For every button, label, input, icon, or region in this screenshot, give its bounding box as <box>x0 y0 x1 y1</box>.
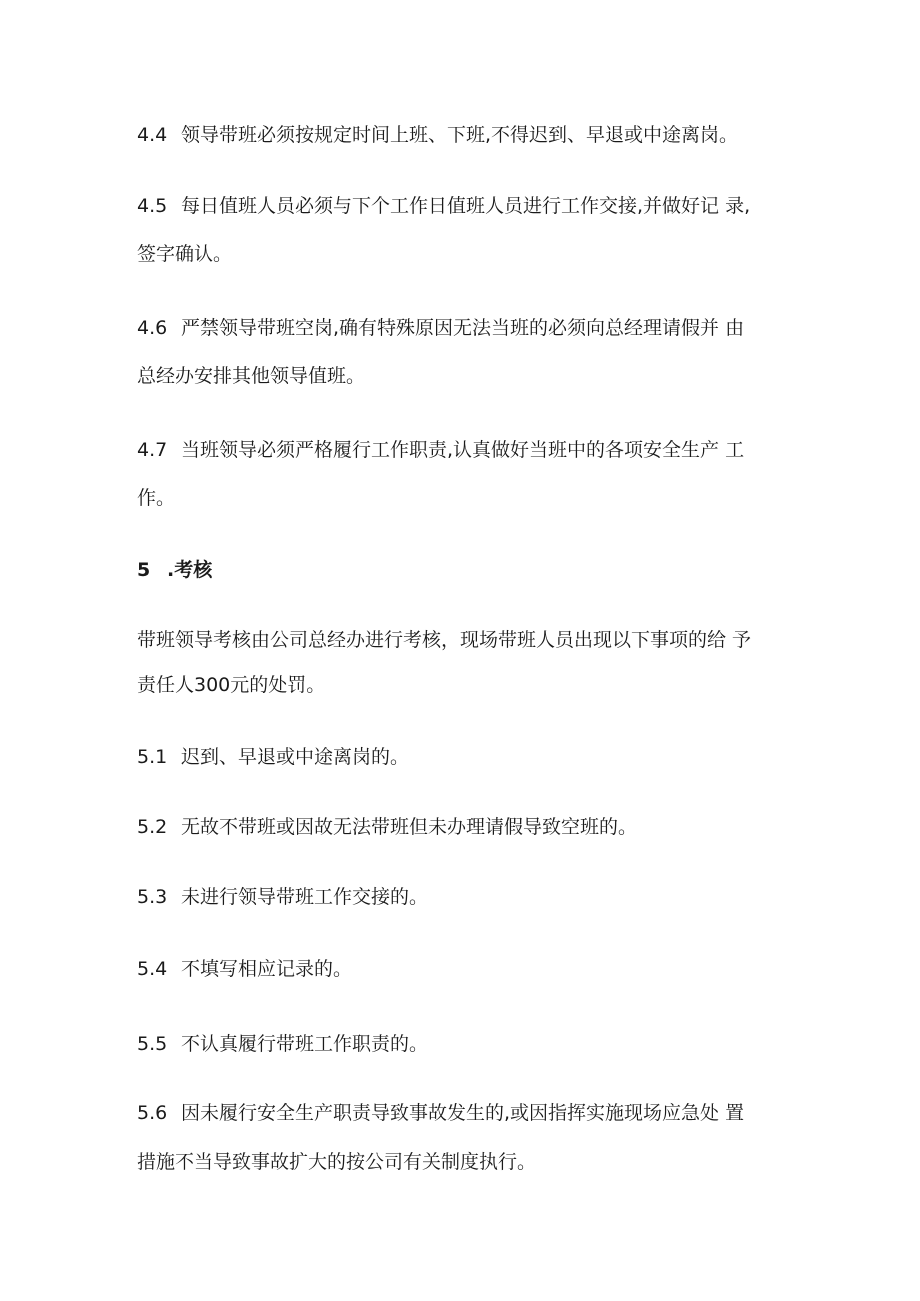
heading-title: .考核 <box>167 559 213 581</box>
clause-text: 每日值班人员必须与下个工作日值班人员进行工作交接,并做好记 录, <box>181 195 751 217</box>
item-5-6 <box>137 1101 744 1125</box>
assessment-intro-cont <box>137 673 325 697</box>
clause-text-continued: 签字确认。 <box>137 243 233 265</box>
item-5-3 <box>137 885 428 909</box>
item-number: 5.4 <box>137 958 168 980</box>
clause-4-5 <box>137 194 750 218</box>
assessment-intro <box>137 628 751 652</box>
clause-text: 领导带班必须按规定时间上班、下班,不得迟到、早退或中途离岗。 <box>181 124 739 146</box>
clause-4-5-cont <box>137 242 232 266</box>
item-number: 5.3 <box>137 886 168 908</box>
intro-text-continued: 责任人300元的处罚。 <box>137 674 326 696</box>
section-heading <box>137 558 212 582</box>
item-5-4 <box>137 957 352 981</box>
item-text: 不填写相应记录的。 <box>181 958 353 980</box>
clause-4-7 <box>137 438 744 462</box>
heading-number: 5 <box>137 559 151 581</box>
clause-4-7-cont <box>137 486 175 510</box>
item-text: 未进行领导带班工作交接的。 <box>181 886 429 908</box>
item-text: 因未履行安全生产职责导致事故发生的,或因指挥实施现场应急处 置 <box>181 1102 745 1124</box>
clause-4-6 <box>137 316 744 340</box>
item-text: 迟到、早退或中途离岗的。 <box>181 746 410 768</box>
item-number: 5.2 <box>137 816 168 838</box>
item-number: 5.6 <box>137 1102 168 1124</box>
item-text: 不认真履行带班工作职责的。 <box>181 1033 429 1055</box>
clause-4-6-cont <box>137 364 365 388</box>
intro-text: 带班领导考核由公司总经办进行考核，现场带班人员出现以下事项的给 予 <box>137 629 752 651</box>
item-5-1 <box>137 745 409 769</box>
clause-text-continued: 总经办安排其他领导值班。 <box>137 365 366 387</box>
clause-text: 严禁领导带班空岗,确有特殊原因无法当班的必须向总经理请假并 由 <box>181 317 745 339</box>
clause-number: 4.4 <box>137 124 168 146</box>
clause-number: 4.7 <box>137 439 168 461</box>
clause-number: 4.6 <box>137 317 168 339</box>
item-number: 5.5 <box>137 1033 168 1055</box>
clause-number: 4.5 <box>137 195 168 217</box>
clause-text: 当班领导必须严格履行工作职责,认真做好当班中的各项安全生产 工 <box>181 439 745 461</box>
clause-text-continued: 作。 <box>137 487 176 509</box>
item-number: 5.1 <box>137 746 168 768</box>
item-5-5 <box>137 1032 428 1056</box>
item-5-2 <box>137 815 637 839</box>
item-text-continued: 措施不当导致事故扩大的按公司有关制度执行。 <box>137 1151 537 1173</box>
item-5-6-cont <box>137 1150 536 1174</box>
item-text: 无故不带班或因故无法带班但未办理请假导致空班的。 <box>181 816 638 838</box>
clause-4-4 <box>137 123 738 147</box>
